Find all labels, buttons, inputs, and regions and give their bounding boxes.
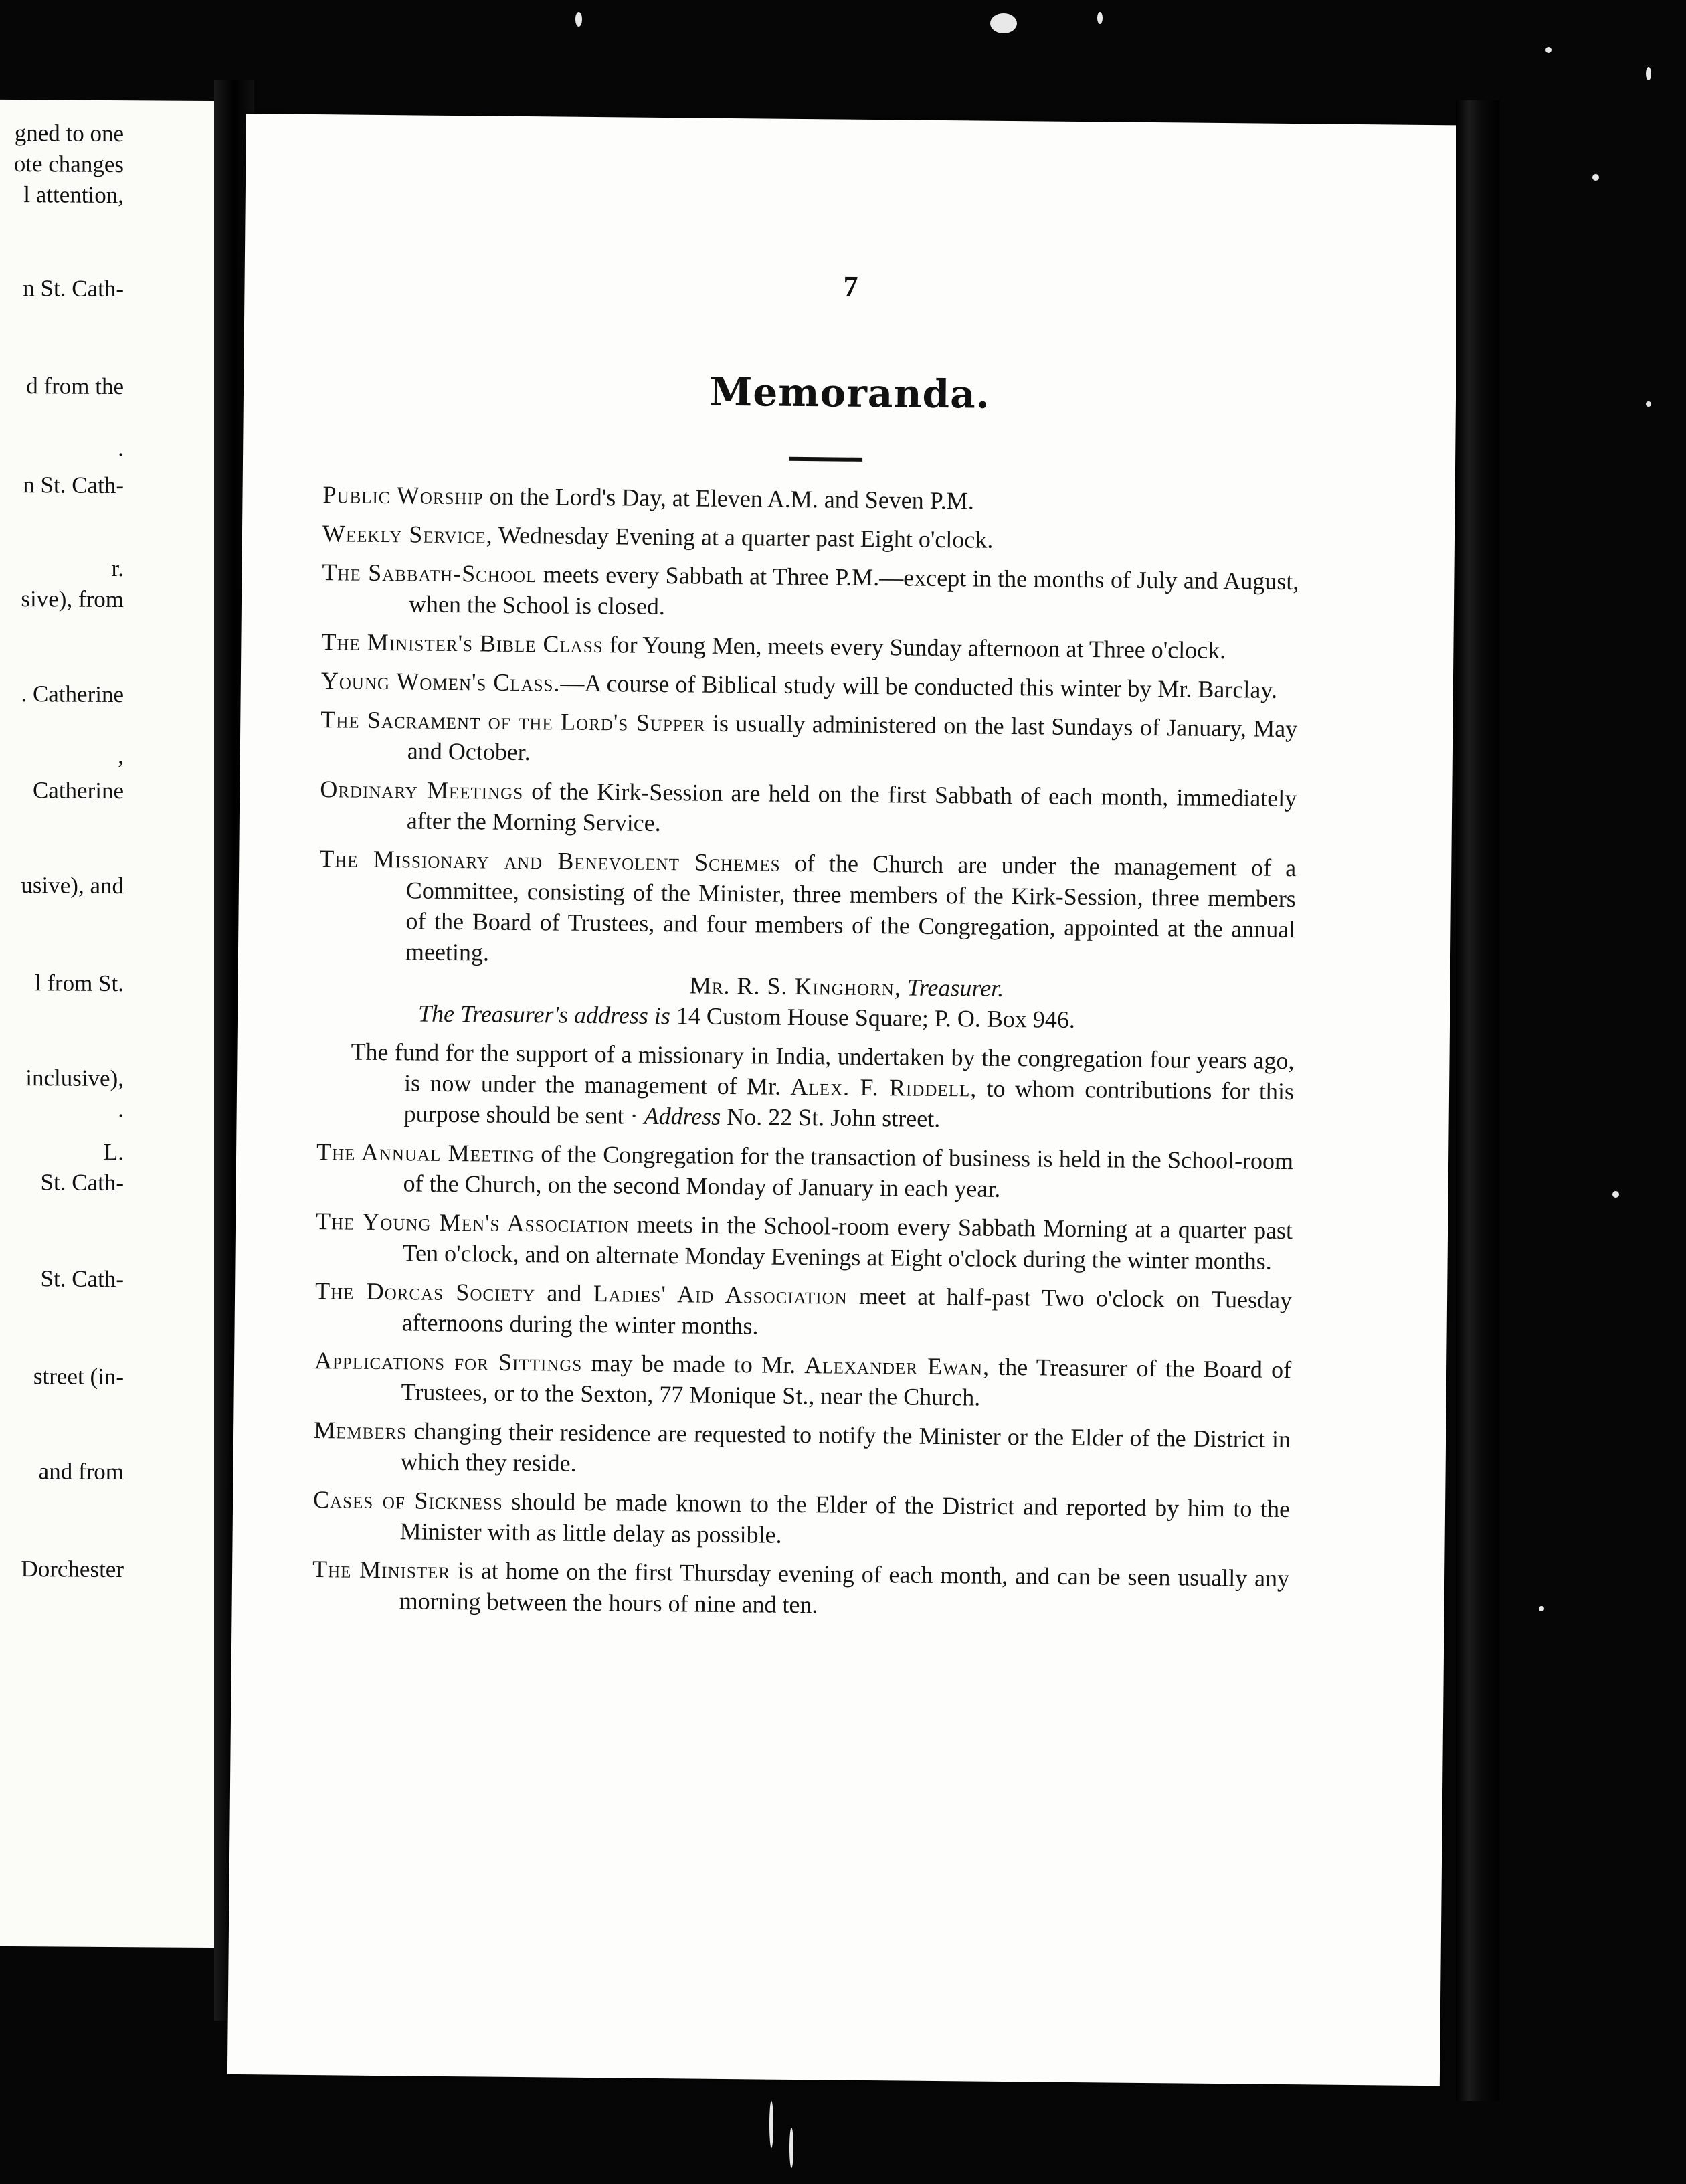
entry-lead: The Minister's Bible Class [321,628,603,658]
left-page-line: St. Cath- [40,1169,124,1196]
entry-text: changing their residence are requested to notify the Minister or the Elder of the District in which they reside. [400,1417,1291,1477]
heading-rule [789,457,862,462]
left-page-line: . [118,435,124,462]
dust-speck [789,2128,793,2168]
memo-entry [321,626,1298,666]
left-page-line: n St. Cath- [23,472,124,499]
page-heading: Memoranda. [709,369,991,418]
entry-lead: The Minister [312,1556,451,1584]
entry-lead: Alexander Ewan, [804,1352,990,1380]
entry-text: meets in the School-room every Sabbath Morning at a quarter past Ten o'clock, and on alternate Monday Evenings at Eight o'clock during the winter months. [402,1210,1293,1275]
entry-text: meet at half-past Two o'clock on Tuesday afternoons during the winter months. [401,1282,1293,1340]
entry-text: meets every Sabbath at Three P.M.—except in the months of July and August, when the School is closed. [408,561,1299,620]
memo-entry [318,843,1297,976]
left-page-line: r. [111,555,124,582]
memo-entry [312,1484,1290,1555]
memo-entry [320,704,1298,775]
india-fund-paragraph [316,1036,1294,1138]
india-fund-name: Alex. F. Riddell, [790,1073,977,1102]
left-page-line: d from the [26,373,124,400]
left-page-line: . [118,1096,124,1123]
dust-speck [1592,174,1599,181]
entry-lead: Ladies' Aid Association [593,1280,848,1309]
left-page-line: usive), and [21,872,124,899]
left-page-line: L. [103,1138,124,1166]
entry-text: of the Kirk-Session are held on the first Sabbath of each month, immediately after the Morning Service. [406,778,1297,836]
left-page-line: gned to one [14,119,124,147]
memo-entry [314,1275,1292,1346]
entry-text: may be made to Mr. [582,1349,805,1379]
entry-lead: Cases of Sickness [312,1486,503,1515]
left-page-line: sive), from [21,585,124,613]
india-fund-text: The fund for the support of a missionary in India, undertaken by the congregation four years ago, is now under the management of Mr. [351,1038,1295,1100]
entry-lead: Ordinary Meetings [320,776,524,805]
entry-text: of the Congregation for the transaction of business is held in the School-room of the Church, on the second Monday of January in each year. [403,1140,1294,1202]
memo-entry [322,518,1299,558]
entry-lead: Weekly Service, [322,520,493,549]
entry-lead: Applications for Sittings [314,1347,583,1376]
memoranda-list [312,479,1299,1633]
entry-lead: The Sacrament of the Lord's Supper [320,706,706,737]
memo-entry [322,479,1299,519]
india-fund-text: to whom contributions for this purpose should be sent · [403,1075,1295,1129]
memo-entry [314,1345,1291,1416]
left-page-line: inclusive), [25,1065,124,1092]
left-page-line: n St. Cath- [23,275,124,302]
memoranda-page [227,114,1459,2086]
entry-lead: The Dorcas Society [314,1277,536,1307]
left-page-line: Catherine [32,777,124,804]
left-page-line: , [118,743,124,769]
dust-speck [1097,12,1103,24]
memo-entry [322,557,1299,628]
left-page-line: l from St. [34,970,124,997]
entry-lead: The Young Men's Association [315,1208,630,1238]
dust-speck [1612,1191,1619,1198]
left-page-line: street (in- [33,1363,124,1390]
left-page-line: and from [38,1458,124,1485]
entry-lead: Public Worship [322,481,484,510]
dust-speck [1646,67,1651,80]
dust-speck [1539,1606,1544,1611]
entry-text: the Treasurer of the Board of Trustees, or to the Sexton, 77 Monique St., near the Church. [401,1353,1292,1411]
memo-entry [316,1136,1293,1207]
entry-lead: Members [313,1417,407,1445]
entry-lead: The Missionary and Benevolent Schemes [319,845,781,877]
memo-entry [315,1206,1293,1277]
entry-text: on the Lord's Day, at Eleven A.M. and Seven P.M. [483,482,975,515]
india-fund-address-label: Address [644,1102,721,1130]
entry-lead: The Annual Meeting [316,1138,535,1168]
entry-text: is usually administered on the last Sundays of January, May and October. [407,709,1298,766]
memo-entry [312,1554,1289,1625]
treasurer-role: Treasurer. [907,974,1004,1002]
entry-lead: Young Women's Class. [320,667,561,697]
entry-text: and [535,1279,593,1307]
left-page-line: Dorchester [21,1556,124,1583]
left-page-line: ote changes [13,150,124,178]
previous-page-fragment [0,100,224,1948]
treasurer-name: Mr. R. S. Kinghorn, [689,972,902,1001]
left-page-line: . Catherine [21,680,124,708]
entry-text: is at home on the first Thursday evening of each month, and can be seen usually any morning between the hours of nine and ten. [399,1557,1290,1619]
entry-lead: The Sabbath-School [322,559,537,588]
entry-text: Wednesday Evening at a quarter past Eight o'clock. [492,521,994,553]
entry-text: for Young Men, meets every Sunday afternoon at Three o'clock. [603,631,1226,664]
treasurer-address-value: 14 Custom House Square; P. O. Box 946. [670,1002,1076,1033]
dust-speck [769,2101,773,2148]
page-number: 7 [843,270,858,303]
india-fund-text: No. 22 St. John street. [721,1103,941,1133]
treasurer-address-label: The Treasurer's address is [417,1000,671,1030]
dust-speck [1546,47,1552,53]
dust-speck [1646,401,1651,407]
dust-speck [990,13,1017,33]
dust-speck [575,12,582,27]
entry-text: of the Church are under the management of a Committee, consisting of the Minister, three members of the Kirk-Session, three members of the Board of Trustees, and four members of the Congregation, appointed at the annual meeting. [405,849,1297,966]
left-page-line: l attention, [23,181,124,209]
memo-entry [320,774,1297,844]
left-page-line: St. Cath- [40,1265,124,1293]
entry-text: should be made known to the Elder of the District and reported by him to the Minister with as little delay as possible. [399,1487,1291,1548]
memo-entry [313,1415,1291,1485]
entry-text: —A course of Biblical study will be conducted this winter by Mr. Barclay. [560,669,1278,703]
page-edge-shadow [1456,100,1499,2101]
memo-entry [321,665,1298,705]
